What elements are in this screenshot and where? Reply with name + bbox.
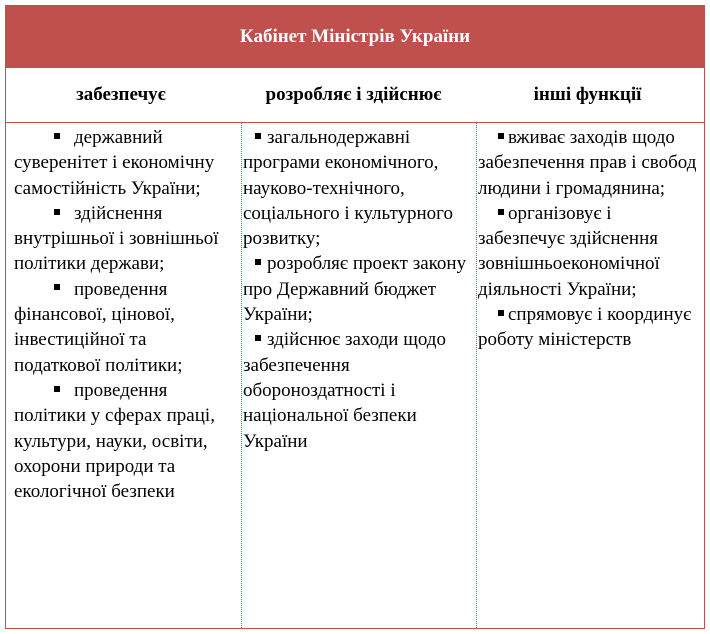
list-item: спрямовує і координує роботу міністерств [478,304,692,351]
square-bullet-icon [54,284,60,290]
header-row [6,68,704,123]
square-bullet-icon [54,133,60,139]
column-provides [14,123,236,628]
column-develops [241,123,471,628]
list-item: організовує і забезпечує здійснення зовнішньоекономічної діяльності України; [478,202,660,300]
square-bullet-icon [498,133,504,139]
square-bullet-icon [54,209,60,215]
table-title: Кабінет Міністрів України [6,6,704,68]
header-provides: забезпечує [76,84,166,105]
list-item: проведення політики у сферах праці, культури, науки, освіти, охорони природи та екологічної безпеки [14,379,215,503]
functions-table [5,5,705,629]
square-bullet-icon [498,209,504,215]
list-item: розробляє проект закону про Державний бюджет України; [243,253,467,326]
header-develops: розробляє і здійснює [265,84,442,105]
column-other-functions [476,123,701,628]
square-bullet-icon [54,386,60,392]
list-item: проведення фінансової, цінової, інвестиційної та податкової політики; [14,278,183,376]
square-bullet-icon [255,335,261,341]
list-item: здійснення внутрішньої і зовнішньої політики держави; [14,202,219,275]
list-item: здійснює заходи щодо забезпечення обороноздатності і національної безпеки України [243,329,446,452]
list-item: державний суверенітет і економічну самостійність України; [14,127,215,199]
list-item: загальнодержавні програми економічного, науково-технічного, соціального і культурного розвитку; [243,127,453,250]
square-bullet-icon [255,259,261,265]
header-other-functions: інші функції [533,84,642,105]
body-row [6,123,704,628]
square-bullet-icon [498,310,504,316]
list-item: вживає заходів щодо забезпечення прав і свобод людини і громадянина; [478,127,697,199]
square-bullet-icon [255,133,261,139]
